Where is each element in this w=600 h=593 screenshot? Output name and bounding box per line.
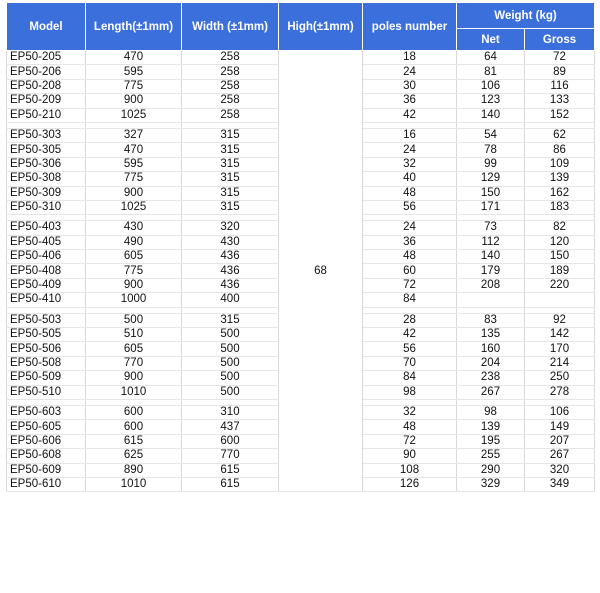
cell-poles: 48 <box>363 186 457 200</box>
cell-model: EP50-409 <box>7 278 86 292</box>
header-length: Length(±1mm) <box>86 3 182 51</box>
cell-model: EP50-608 <box>7 449 86 463</box>
cell-length: 490 <box>86 235 182 249</box>
cell-poles: 16 <box>363 128 457 142</box>
cell-net: 255 <box>457 449 525 463</box>
header-net: Net <box>457 29 525 51</box>
cell-poles: 42 <box>363 328 457 342</box>
cell-width: 315 <box>182 313 279 327</box>
cell-length: 595 <box>86 65 182 79</box>
cell-width: 430 <box>182 235 279 249</box>
cell-length: 770 <box>86 356 182 370</box>
cell-gross: 139 <box>525 172 595 186</box>
cell-gross: 120 <box>525 235 595 249</box>
cell-width: 310 <box>182 405 279 419</box>
cell-poles: 72 <box>363 278 457 292</box>
cell-net: 208 <box>457 278 525 292</box>
cell-width: 315 <box>182 143 279 157</box>
cell-model: EP50-609 <box>7 463 86 477</box>
header-poles: poles number <box>363 3 457 51</box>
cell-model: EP50-306 <box>7 157 86 171</box>
cell-model: EP50-408 <box>7 264 86 278</box>
cell-gross: 149 <box>525 420 595 434</box>
cell-width: 400 <box>182 293 279 307</box>
cell-poles: 72 <box>363 434 457 448</box>
cell-length: 1010 <box>86 477 182 491</box>
cell-width: 500 <box>182 356 279 370</box>
cell-width: 600 <box>182 434 279 448</box>
cell-gross: 142 <box>525 328 595 342</box>
cell-net: 150 <box>457 186 525 200</box>
cell-poles: 56 <box>363 342 457 356</box>
cell-length: 890 <box>86 463 182 477</box>
cell-width: 258 <box>182 79 279 93</box>
cell-length: 775 <box>86 264 182 278</box>
cell-width: 436 <box>182 264 279 278</box>
cell-model: EP50-309 <box>7 186 86 200</box>
cell-net: 140 <box>457 250 525 264</box>
cell-model: EP50-410 <box>7 293 86 307</box>
cell-gross: 162 <box>525 186 595 200</box>
cell-width: 500 <box>182 328 279 342</box>
cell-gross: 183 <box>525 200 595 214</box>
cell-model: EP50-603 <box>7 405 86 419</box>
cell-gross: 152 <box>525 108 595 122</box>
cell-width: 437 <box>182 420 279 434</box>
cell-net: 139 <box>457 420 525 434</box>
cell-poles: 48 <box>363 250 457 264</box>
cell-poles: 70 <box>363 356 457 370</box>
cell-width: 315 <box>182 200 279 214</box>
cell-width: 436 <box>182 250 279 264</box>
cell-length: 900 <box>86 371 182 385</box>
cell-poles: 32 <box>363 157 457 171</box>
cell-poles: 40 <box>363 172 457 186</box>
cell-gross <box>525 293 595 307</box>
header-weight: Weight (kg) <box>457 3 595 29</box>
header-high: High(±1mm) <box>279 3 363 51</box>
cell-length: 1010 <box>86 385 182 399</box>
cell-model: EP50-403 <box>7 221 86 235</box>
cell-gross: 214 <box>525 356 595 370</box>
cell-gross: 170 <box>525 342 595 356</box>
cell-width: 315 <box>182 128 279 142</box>
cell-length: 500 <box>86 313 182 327</box>
cell-width: 315 <box>182 157 279 171</box>
cell-gross: 267 <box>525 449 595 463</box>
cell-length: 430 <box>86 221 182 235</box>
cell-poles: 28 <box>363 313 457 327</box>
cell-net: 135 <box>457 328 525 342</box>
cell-width: 436 <box>182 278 279 292</box>
cell-length: 900 <box>86 186 182 200</box>
cell-model: EP50-210 <box>7 108 86 122</box>
cell-width: 500 <box>182 385 279 399</box>
cell-net: 106 <box>457 79 525 93</box>
cell-gross: 250 <box>525 371 595 385</box>
cell-gross: 133 <box>525 94 595 108</box>
cell-high: 68 <box>279 51 363 492</box>
cell-length: 470 <box>86 51 182 65</box>
cell-length: 900 <box>86 278 182 292</box>
cell-net: 99 <box>457 157 525 171</box>
cell-gross: 86 <box>525 143 595 157</box>
cell-poles: 98 <box>363 385 457 399</box>
spec-table <box>6 2 595 492</box>
cell-model: EP50-606 <box>7 434 86 448</box>
cell-gross: 106 <box>525 405 595 419</box>
cell-length: 1025 <box>86 108 182 122</box>
cell-net: 140 <box>457 108 525 122</box>
cell-length: 615 <box>86 434 182 448</box>
cell-width: 258 <box>182 51 279 65</box>
cell-net: 81 <box>457 65 525 79</box>
cell-net: 195 <box>457 434 525 448</box>
cell-net: 123 <box>457 94 525 108</box>
cell-model: EP50-310 <box>7 200 86 214</box>
table-row <box>7 51 595 65</box>
cell-length: 1025 <box>86 200 182 214</box>
cell-net: 98 <box>457 405 525 419</box>
cell-poles: 18 <box>363 51 457 65</box>
cell-gross: 89 <box>525 65 595 79</box>
header-model: Model <box>7 3 86 51</box>
cell-width: 770 <box>182 449 279 463</box>
cell-length: 327 <box>86 128 182 142</box>
cell-gross: 220 <box>525 278 595 292</box>
cell-model: EP50-205 <box>7 51 86 65</box>
cell-net: 179 <box>457 264 525 278</box>
cell-model: EP50-308 <box>7 172 86 186</box>
cell-gross: 92 <box>525 313 595 327</box>
cell-net: 64 <box>457 51 525 65</box>
cell-net: 290 <box>457 463 525 477</box>
cell-model: EP50-305 <box>7 143 86 157</box>
cell-net: 112 <box>457 235 525 249</box>
header-gross: Gross <box>525 29 595 51</box>
cell-gross: 320 <box>525 463 595 477</box>
header-width: Width (±1mm) <box>182 3 279 51</box>
cell-poles: 84 <box>363 371 457 385</box>
cell-poles: 36 <box>363 235 457 249</box>
cell-poles: 42 <box>363 108 457 122</box>
cell-width: 500 <box>182 342 279 356</box>
cell-net: 160 <box>457 342 525 356</box>
cell-model: EP50-405 <box>7 235 86 249</box>
cell-length: 775 <box>86 172 182 186</box>
cell-poles: 36 <box>363 94 457 108</box>
cell-gross: 116 <box>525 79 595 93</box>
cell-poles: 24 <box>363 143 457 157</box>
cell-net: 238 <box>457 371 525 385</box>
cell-width: 615 <box>182 463 279 477</box>
cell-model: EP50-505 <box>7 328 86 342</box>
cell-model: EP50-510 <box>7 385 86 399</box>
cell-model: EP50-206 <box>7 65 86 79</box>
cell-net: 54 <box>457 128 525 142</box>
cell-width: 258 <box>182 65 279 79</box>
cell-length: 600 <box>86 420 182 434</box>
cell-net: 83 <box>457 313 525 327</box>
cell-model: EP50-509 <box>7 371 86 385</box>
cell-poles: 108 <box>363 463 457 477</box>
cell-poles: 48 <box>363 420 457 434</box>
cell-poles: 126 <box>363 477 457 491</box>
cell-model: EP50-508 <box>7 356 86 370</box>
cell-model: EP50-209 <box>7 94 86 108</box>
cell-width: 315 <box>182 186 279 200</box>
cell-length: 1000 <box>86 293 182 307</box>
cell-length: 775 <box>86 79 182 93</box>
cell-gross: 207 <box>525 434 595 448</box>
cell-poles: 84 <box>363 293 457 307</box>
cell-length: 510 <box>86 328 182 342</box>
cell-model: EP50-303 <box>7 128 86 142</box>
cell-poles: 56 <box>363 200 457 214</box>
cell-width: 500 <box>182 371 279 385</box>
cell-width: 258 <box>182 108 279 122</box>
cell-gross: 72 <box>525 51 595 65</box>
cell-width: 258 <box>182 94 279 108</box>
cell-length: 625 <box>86 449 182 463</box>
cell-gross: 278 <box>525 385 595 399</box>
cell-width: 320 <box>182 221 279 235</box>
cell-net: 73 <box>457 221 525 235</box>
cell-gross: 109 <box>525 157 595 171</box>
table-header <box>7 3 595 51</box>
cell-model: EP50-503 <box>7 313 86 327</box>
cell-model: EP50-605 <box>7 420 86 434</box>
cell-gross: 150 <box>525 250 595 264</box>
cell-net: 267 <box>457 385 525 399</box>
cell-length: 470 <box>86 143 182 157</box>
cell-length: 605 <box>86 250 182 264</box>
cell-model: EP50-406 <box>7 250 86 264</box>
cell-net: 78 <box>457 143 525 157</box>
cell-length: 600 <box>86 405 182 419</box>
cell-poles: 32 <box>363 405 457 419</box>
cell-net: 204 <box>457 356 525 370</box>
cell-length: 605 <box>86 342 182 356</box>
cell-length: 900 <box>86 94 182 108</box>
cell-length: 595 <box>86 157 182 171</box>
cell-poles: 24 <box>363 65 457 79</box>
cell-net: 329 <box>457 477 525 491</box>
cell-model: EP50-506 <box>7 342 86 356</box>
cell-poles: 60 <box>363 264 457 278</box>
table-body <box>7 51 595 492</box>
cell-net <box>457 293 525 307</box>
cell-model: EP50-610 <box>7 477 86 491</box>
cell-width: 615 <box>182 477 279 491</box>
cell-gross: 82 <box>525 221 595 235</box>
cell-poles: 30 <box>363 79 457 93</box>
cell-model: EP50-208 <box>7 79 86 93</box>
cell-gross: 189 <box>525 264 595 278</box>
cell-net: 129 <box>457 172 525 186</box>
cell-poles: 90 <box>363 449 457 463</box>
cell-width: 315 <box>182 172 279 186</box>
cell-gross: 62 <box>525 128 595 142</box>
cell-gross: 349 <box>525 477 595 491</box>
cell-poles: 24 <box>363 221 457 235</box>
cell-net: 171 <box>457 200 525 214</box>
spec-table-container <box>6 2 594 588</box>
